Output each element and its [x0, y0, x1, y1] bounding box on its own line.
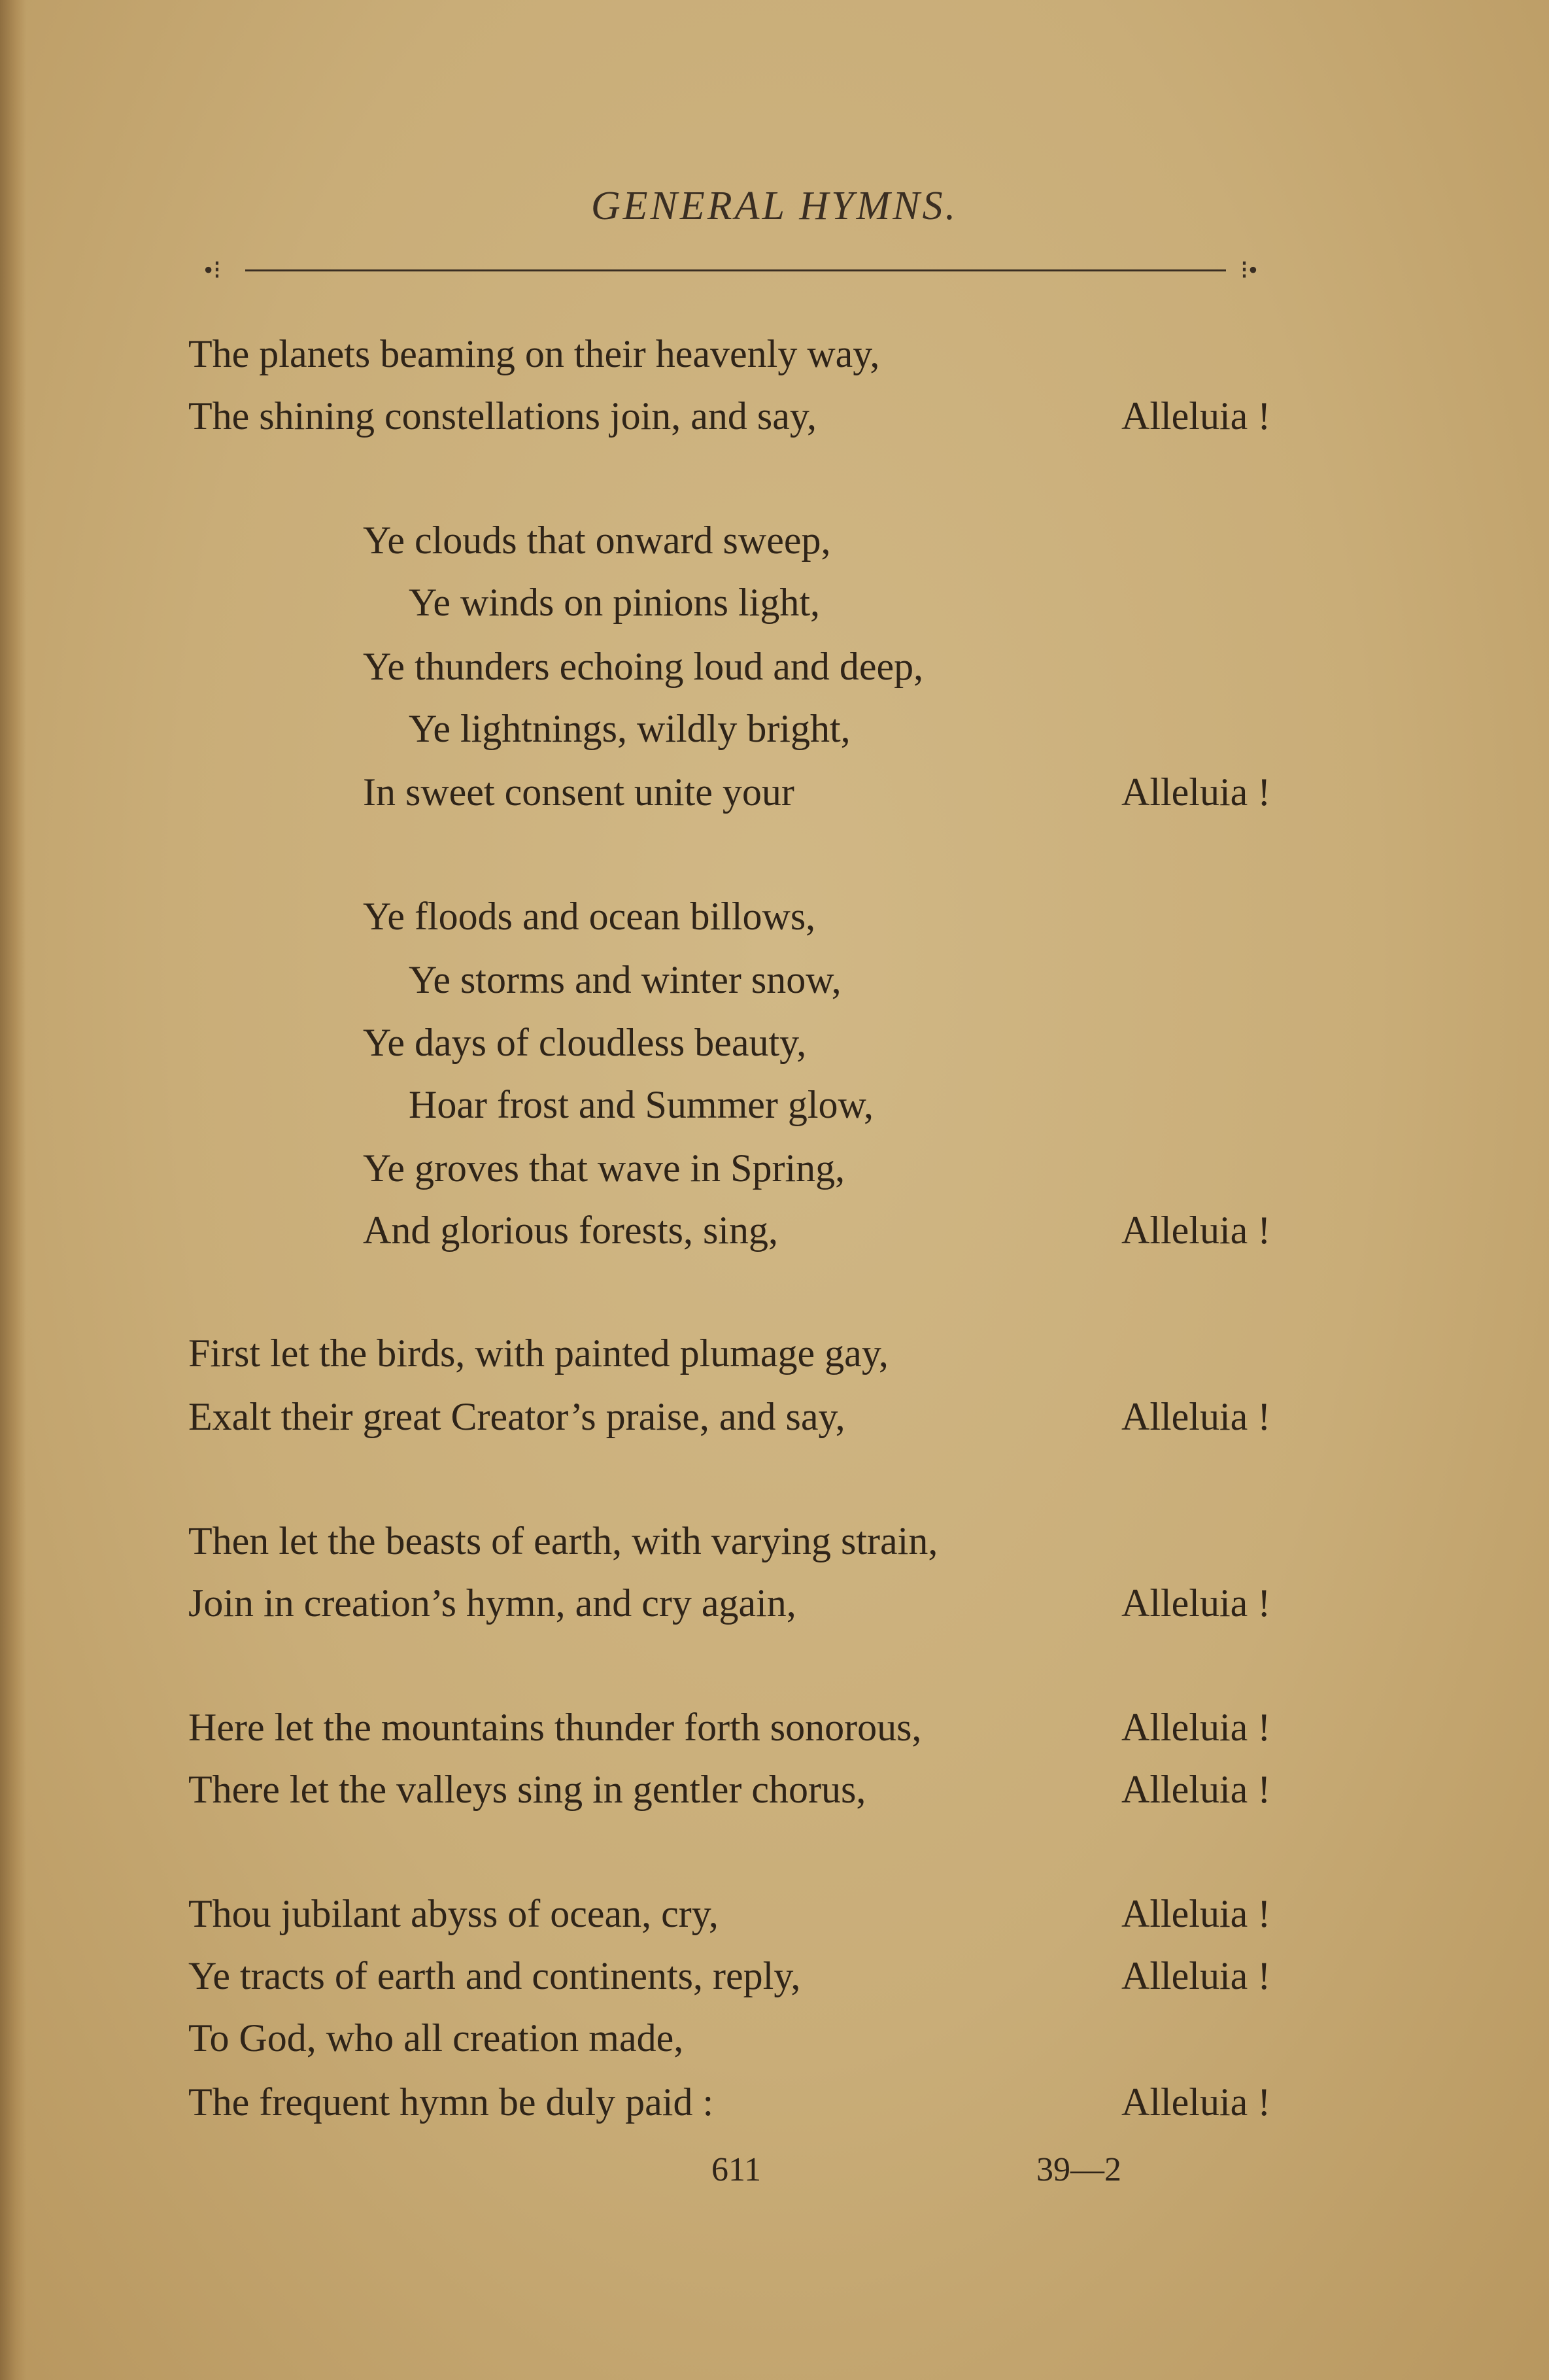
refrain-alleluia: Alleluia ! [1121, 1954, 1271, 1997]
rule-ornament-left: •⁝ [203, 255, 222, 285]
verse-line: Ye lightnings, wildly bright, [409, 707, 851, 750]
verse-line: Exalt their great Creator’s praise, and say, [188, 1395, 845, 1438]
verse-line: Ye storms and winter snow, [409, 958, 842, 1001]
verse-line: Here let the mountains thunder forth sonorous, [188, 1706, 922, 1749]
verse-line: Ye winds on pinions light, [409, 581, 821, 624]
signature-mark: 39—2 [1036, 2151, 1121, 2188]
refrain-alleluia: Alleluia ! [1121, 1395, 1271, 1438]
verse-line: Ye tracts of earth and continents, reply, [188, 1954, 801, 1997]
verse-line: Thou jubilant abyss of ocean, cry, [188, 1892, 719, 1935]
refrain-alleluia: Alleluia ! [1121, 2080, 1271, 2124]
verse-line: To God, who all creation made, [188, 2016, 684, 2060]
verse-line: There let the valleys sing in gentler chorus, [188, 1768, 866, 1811]
verse-line: Ye floods and ocean billows, [363, 895, 816, 938]
refrain-alleluia: Alleluia ! [1121, 1581, 1271, 1625]
verse-line: And glorious forests, sing, [363, 1209, 778, 1252]
verse-line: Ye groves that wave in Spring, [363, 1147, 845, 1190]
verse-line: Ye thunders echoing loud and deep, [363, 645, 924, 688]
refrain-alleluia: Alleluia ! [1121, 1892, 1271, 1935]
verse-line: First let the birds, with painted plumage gay, [188, 1332, 889, 1375]
verse-line: Ye days of cloudless beauty, [363, 1021, 807, 1064]
verse-line: Hoar frost and Summer glow, [409, 1083, 874, 1126]
refrain-alleluia: Alleluia ! [1121, 1768, 1271, 1811]
verse-line: The planets beaming on their heavenly way, [188, 332, 880, 375]
refrain-alleluia: Alleluia ! [1121, 1209, 1271, 1252]
rule-ornament-right: ⁝• [1240, 255, 1258, 285]
refrain-alleluia: Alleluia ! [1121, 770, 1271, 814]
verse-line: Join in creation’s hymn, and cry again, [188, 1581, 796, 1625]
verse-line: The shining constellations join, and say, [188, 394, 817, 438]
refrain-alleluia: Alleluia ! [1121, 394, 1271, 438]
header-rule [245, 269, 1226, 271]
running-header: GENERAL HYMNS. [590, 184, 959, 228]
verse-line: Then let the beasts of earth, with varying strain, [188, 1519, 938, 1562]
verse-line: The frequent hymn be duly paid : [188, 2080, 714, 2124]
page-number: 611 [711, 2151, 762, 2188]
page-edge-shadow [0, 0, 26, 2380]
refrain-alleluia: Alleluia ! [1121, 1706, 1271, 1749]
verse-line: In sweet consent unite your [363, 770, 794, 814]
verse-line: Ye clouds that onward sweep, [363, 519, 831, 562]
